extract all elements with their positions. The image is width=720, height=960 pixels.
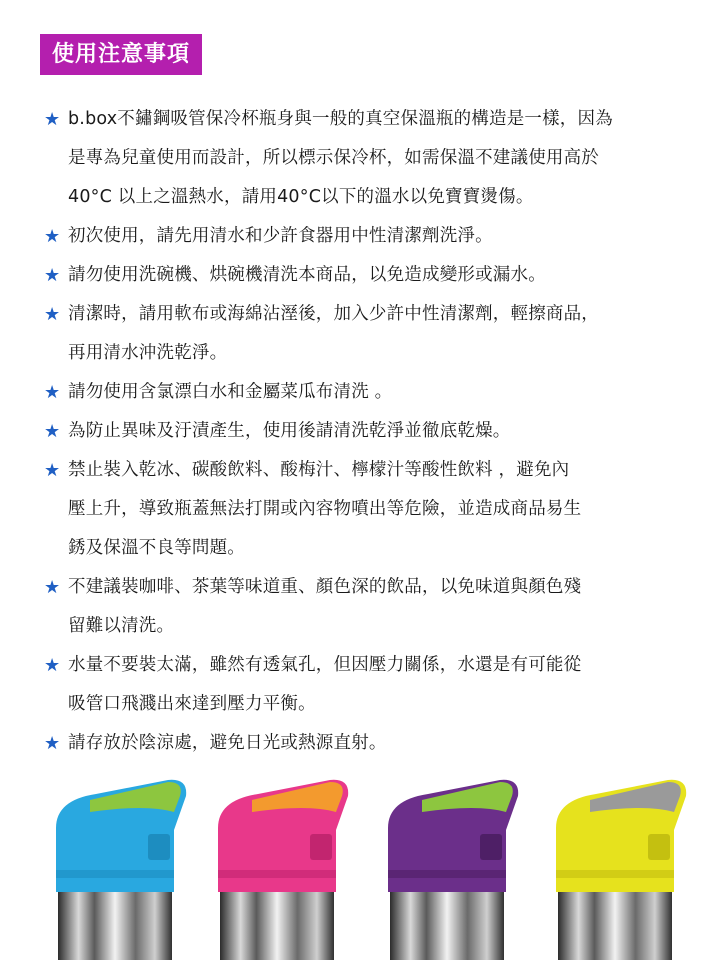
list-item xyxy=(44,568,714,646)
star-icon: ★ xyxy=(44,304,61,325)
star-icon: ★ xyxy=(44,109,61,130)
note-text: 清潔時，請用軟布或海綿沾溼後，加入少許中性清潔劑，輕擦商品， 再用清水沖洗乾淨。 xyxy=(68,304,599,363)
note-text: 請勿使用含氯漂白水和金屬菜瓜布清洗 。 xyxy=(68,382,393,402)
list-item xyxy=(44,412,714,451)
note-text: 請存放於陰涼處，避免日光或熱源直射。 xyxy=(68,733,387,753)
bottle-photo xyxy=(0,760,720,960)
list-item xyxy=(44,100,714,217)
note-text: 為防止異味及汙漬產生，使用後請清洗乾淨並徹底乾燥。 xyxy=(68,421,511,441)
star-icon: ★ xyxy=(44,577,61,598)
bottle-yellow xyxy=(556,780,686,960)
note-text: 水量不要裝太滿，雖然有透氣孔，但因壓力關係，水還是有可能從 吸管口飛濺出來達到壓力平衡。 xyxy=(68,655,582,714)
list-item xyxy=(44,217,714,256)
note-text: 禁止裝入乾冰、碳酸飲料、酸梅汁、檸檬汁等酸性飲料 ，避免內 壓上升，導致瓶蓋無法打開或內容物噴出等危險，並造成商品易生 銹及保溫不良等問題。 xyxy=(68,460,582,558)
star-icon: ★ xyxy=(44,421,61,442)
list-item xyxy=(44,724,714,763)
note-text: 請勿使用洗碗機、烘碗機清洗本商品，以免造成變形或漏水。 xyxy=(68,265,546,285)
list-item xyxy=(44,451,714,568)
star-icon: ★ xyxy=(44,655,61,676)
star-icon: ★ xyxy=(44,265,61,286)
star-icon: ★ xyxy=(44,460,61,481)
usage-notes-list xyxy=(44,100,714,763)
bottle-pink xyxy=(218,780,348,960)
page-title: 使用注意事項 xyxy=(40,34,202,75)
note-text: 不建議裝咖啡、茶葉等味道重、顏色深的飲品，以免味道與顏色殘 留難以清洗。 xyxy=(68,577,582,636)
star-icon: ★ xyxy=(44,733,61,754)
star-icon: ★ xyxy=(44,382,61,403)
bottle-purple xyxy=(388,780,518,960)
list-item xyxy=(44,373,714,412)
list-item xyxy=(44,295,714,373)
list-item xyxy=(44,646,714,724)
note-text: b.box不鏽鋼吸管保冷杯瓶身與一般的真空保溫瓶的構造是一樣，因為 是專為兒童使用而設計，所以標示保冷杯，如需保溫不建議使用高於 40°C 以上之溫熱水，請用40°C以下的溫水以免寶寶燙傷。 xyxy=(68,109,613,207)
bottle-blue xyxy=(56,780,186,960)
note-text: 初次使用，請先用清水和少許食器用中性清潔劑洗淨。 xyxy=(68,226,493,246)
list-item xyxy=(44,256,714,295)
star-icon: ★ xyxy=(44,226,61,247)
